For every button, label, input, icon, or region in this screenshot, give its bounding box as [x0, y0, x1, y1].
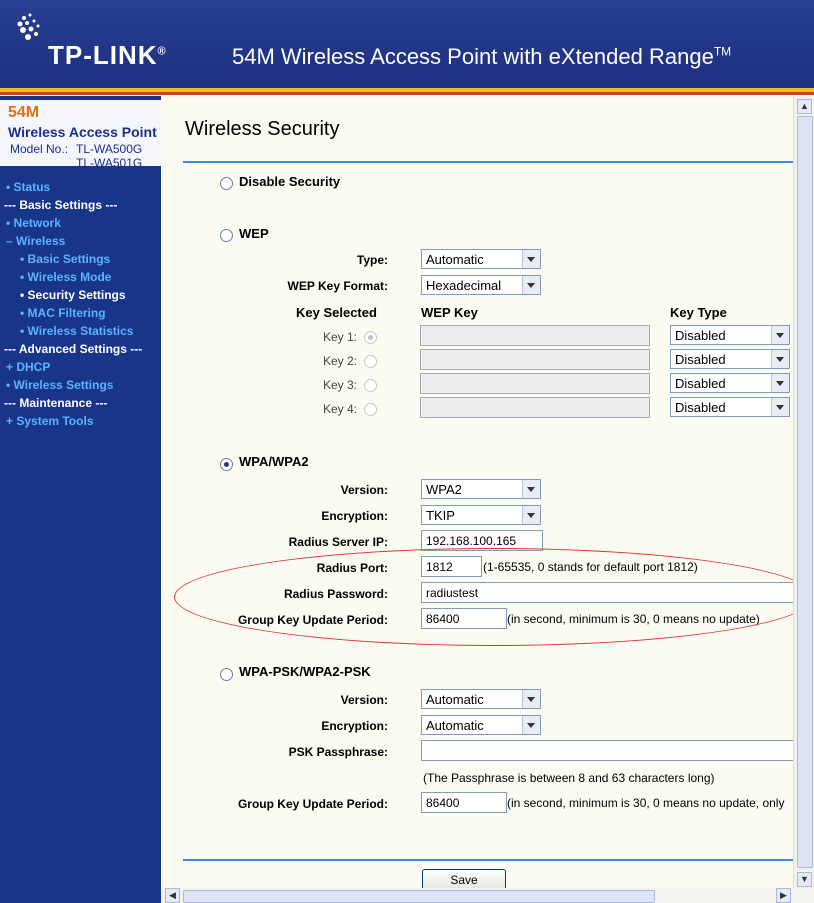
key-type-header: Key Type — [670, 305, 727, 320]
page-title: Wireless Security — [185, 118, 340, 140]
sidebar-group-maintenance: --- Maintenance --- — [4, 396, 108, 410]
wpa-psk-radio[interactable] — [220, 668, 233, 681]
wep-radio[interactable] — [220, 229, 233, 242]
disable-security-radio[interactable] — [220, 177, 233, 190]
model-name: Wireless Access Point — [8, 124, 157, 140]
key2-input[interactable] — [420, 349, 650, 370]
chevron-down-icon — [771, 398, 789, 416]
psk-version-select[interactable]: Automatic — [421, 689, 541, 709]
wep-heading: WEP — [239, 226, 269, 241]
radius-password-input[interactable]: radiustest — [421, 582, 793, 603]
model-number-1: TL-WA500G — [76, 142, 143, 156]
psk-passphrase-hint: (The Passphrase is between 8 and 63 characters long) — [423, 771, 715, 785]
wpa-group-key-hint: (in second, minimum is 30, 0 means no update) — [507, 612, 760, 626]
save-button[interactable]: Save — [422, 869, 506, 888]
scroll-down-icon[interactable]: ▼ — [797, 872, 812, 887]
page-header — [0, 0, 814, 92]
wpa-group-key-input[interactable]: 86400 — [421, 608, 507, 629]
psk-group-key-hint: (in second, minimum is 30, 0 means no update, only — [507, 796, 785, 810]
psk-encryption-select[interactable]: Automatic — [421, 715, 541, 735]
sidebar-group-basic-settings: --- Basic Settings --- — [4, 198, 118, 212]
key4-input[interactable] — [420, 397, 650, 418]
sidebar — [0, 96, 161, 903]
wep-key-format-select[interactable]: Hexadecimal — [421, 275, 541, 295]
sidebar-item-wireless-settings[interactable]: • Wireless Settings — [6, 378, 114, 392]
key3-input[interactable] — [420, 373, 650, 394]
sidebar-group-advanced-settings: --- Advanced Settings --- — [4, 342, 143, 356]
key1-input[interactable] — [420, 325, 650, 346]
psk-version-label: Version: — [340, 693, 388, 707]
psk-passphrase-input[interactable] — [421, 740, 793, 761]
chevron-down-icon — [522, 480, 540, 498]
chevron-down-icon — [522, 690, 540, 708]
key4-radio[interactable] — [364, 403, 377, 416]
chevron-down-icon — [522, 716, 540, 734]
header-divider — [0, 92, 814, 95]
main-content — [161, 96, 793, 888]
key1-radio[interactable] — [364, 331, 377, 344]
radius-port-label: Radius Port: — [316, 561, 388, 575]
radius-password-label: Radius Password: — [283, 587, 388, 601]
key4-label: Key 4: — [323, 402, 358, 416]
sidebar-item-network[interactable]: • Network — [6, 216, 61, 230]
sidebar-item-wireless-mode[interactable]: • Wireless Mode — [20, 270, 112, 284]
key3-label: Key 3: — [323, 378, 358, 392]
model-number-2: TL-WA501G — [76, 156, 143, 170]
model-number-label: Model No.: — [10, 142, 69, 156]
horizontal-scrollbar[interactable] — [161, 888, 814, 903]
chevron-down-icon — [522, 506, 540, 524]
psk-group-key-label: Group Key Update Period: — [237, 797, 388, 811]
wpa-psk-heading: WPA-PSK/WPA2-PSK — [239, 664, 371, 679]
vertical-scroll-thumb[interactable] — [797, 116, 813, 868]
wpa-encryption-label: Encryption: — [321, 509, 388, 523]
wpa-version-select[interactable]: WPA2 — [421, 479, 541, 499]
wpa-group-key-label: Group Key Update Period: — [237, 613, 388, 627]
wep-type-label: Type: — [356, 253, 388, 267]
wpa-encryption-select[interactable]: TKIP — [421, 505, 541, 525]
wep-key-header: WEP Key — [421, 305, 478, 320]
bottom-divider — [183, 859, 793, 861]
key3-type-select[interactable]: Disabled — [670, 373, 790, 393]
wpa-version-label: Version: — [340, 483, 388, 497]
sidebar-item-basic-settings[interactable]: • Basic Settings — [20, 252, 111, 266]
sidebar-item-system-tools[interactable]: + System Tools — [6, 414, 94, 428]
scroll-right-icon[interactable]: ▶ — [776, 888, 791, 903]
chevron-down-icon — [771, 350, 789, 368]
sidebar-item-wireless[interactable]: – Wireless — [6, 234, 66, 248]
key2-label: Key 2: — [323, 354, 358, 368]
scroll-left-icon[interactable]: ◀ — [165, 888, 180, 903]
disable-security-label: Disable Security — [239, 174, 341, 189]
radius-port-input[interactable]: 1812 — [421, 556, 482, 577]
key1-label: Key 1: — [323, 330, 358, 344]
key4-type-select[interactable]: Disabled — [670, 397, 790, 417]
model-speed: 54M — [8, 104, 40, 121]
radius-server-ip-input[interactable]: 192.168.100.165 — [421, 530, 543, 551]
title-divider — [183, 161, 793, 163]
radius-port-hint: (1-65535, 0 stands for default port 1812) — [483, 560, 698, 574]
sidebar-item-status[interactable]: • Status — [6, 180, 51, 194]
key-selected-header: Key Selected — [296, 305, 377, 320]
chevron-down-icon — [522, 276, 540, 294]
sidebar-item-dhcp[interactable]: + DHCP — [6, 360, 51, 374]
sidebar-item-wireless-statistics[interactable]: • Wireless Statistics — [20, 324, 134, 338]
scroll-up-icon[interactable]: ▲ — [797, 99, 812, 114]
radius-server-ip-label: Radius Server IP: — [288, 535, 388, 549]
psk-passphrase-label: PSK Passphrase: — [288, 745, 388, 759]
chevron-down-icon — [522, 250, 540, 268]
vertical-scrollbar[interactable] — [793, 96, 814, 888]
key2-type-select[interactable]: Disabled — [670, 349, 790, 369]
horizontal-scroll-thumb[interactable] — [183, 890, 655, 903]
sidebar-item-security-settings[interactable]: • Security Settings — [20, 288, 126, 302]
key2-radio[interactable] — [364, 355, 377, 368]
sidebar-item-mac-filtering[interactable]: • MAC Filtering — [20, 306, 106, 320]
wpa-radio[interactable] — [220, 458, 233, 471]
model-info — [0, 100, 161, 170]
psk-encryption-label: Encryption: — [321, 719, 388, 733]
wpa-heading: WPA/WPA2 — [239, 454, 309, 469]
chevron-down-icon — [771, 326, 789, 344]
chevron-down-icon — [771, 374, 789, 392]
brand-logo: TP-LINK® — [48, 40, 167, 70]
wep-type-select[interactable]: Automatic — [421, 249, 541, 269]
key1-type-select[interactable]: Disabled — [670, 325, 790, 345]
wep-key-format-label: WEP Key Format: — [287, 279, 388, 293]
key3-radio[interactable] — [364, 379, 377, 392]
product-title: 54M Wireless Access Point with eXtended Range™ — [232, 44, 732, 69]
psk-group-key-input[interactable]: 86400 — [421, 792, 507, 813]
